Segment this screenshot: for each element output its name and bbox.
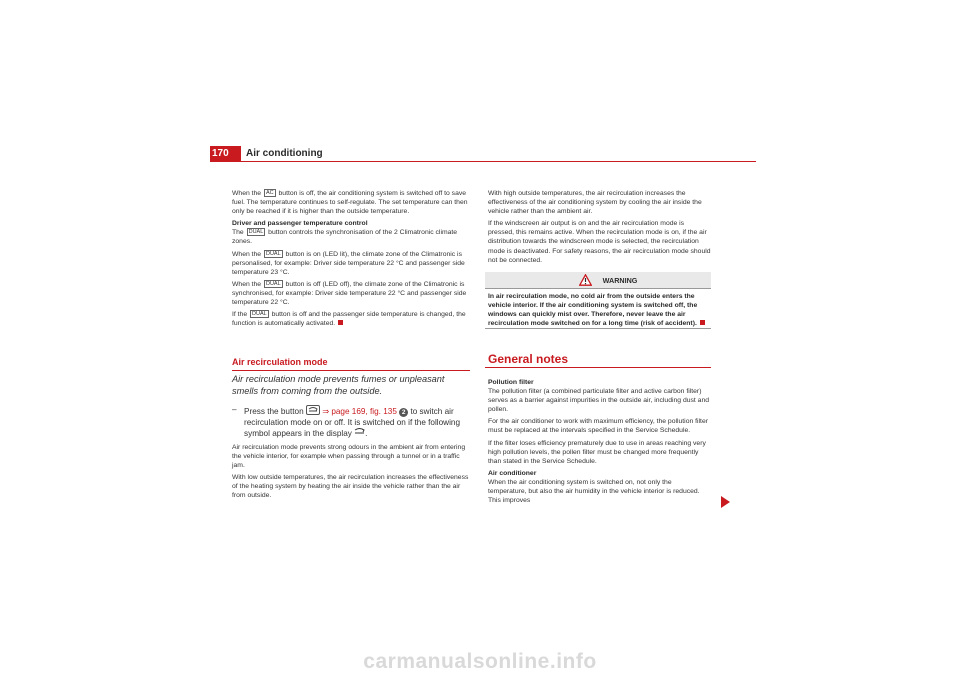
section-rule	[232, 370, 470, 371]
paragraph-air-conditioner: When the air conditioning system is switched on, not only the temperature, but also the air humidity in the vehicle interior is reduced. This improves	[488, 478, 700, 505]
left-column-top	[232, 189, 470, 331]
text: When the	[232, 190, 262, 197]
end-of-section-icon	[700, 320, 705, 325]
chapter-title: Air conditioning	[246, 148, 323, 159]
text: button controls the synchronisation of the 2 Climatronic climate zones.	[232, 229, 458, 246]
warning-bottom-rule	[485, 328, 711, 329]
paragraph-recirculation-2: With low outside temperatures, the air recirculation increases the effectiveness of the heating system by heating the air inside the vehicle rather than the air from outside.	[232, 474, 469, 500]
text: When the	[232, 280, 262, 288]
paragraph-windscreen: If the windscreen air output is on and the air recirculation mode is pressed, this remains active. When the recirculation mode is on, if the air distribution towards the windscreen mode is selected, the recirculation mode is deactivated. For safety reasons, the air recirculation mode should not be connected.	[488, 220, 711, 264]
text: The	[232, 229, 244, 237]
paragraph-pollution-1: The pollution filter (a combined particulate filter and active carbon filter) serves as a barrier against impurities in the outside air, including dust and pollen.	[488, 388, 710, 414]
warning-divider	[485, 288, 711, 289]
text: button is on (LED lit), the climate zone of the Climatronic is personalised, for example: Driver side temperature 22 °C and passenger side temperature 23 °C.	[232, 250, 465, 276]
text: button is off, the air conditioning system is switched off to save fuel. The temperature continues to self-regulate. The set temperature can then only be reached if it is higher than the outside temperature.	[232, 190, 468, 216]
instruction-step	[232, 405, 472, 440]
continue-arrow-icon[interactable]	[721, 496, 730, 508]
dual-key-symbol: DUAL	[252, 311, 267, 318]
warning-title: WARNING	[602, 276, 638, 285]
ac-key-symbol: AC	[265, 190, 274, 196]
footer-watermark: carmanualsonline.info	[363, 650, 597, 673]
section-title-recirculation: Air recirculation mode	[232, 357, 328, 367]
subheading-air-conditioner: Air conditioner	[488, 469, 537, 477]
dual-key-symbol: DUAL	[265, 250, 281, 257]
paragraph-dual-2	[232, 250, 470, 277]
header-rule	[210, 161, 756, 162]
callout-number: 2	[399, 408, 408, 417]
warning-box	[485, 272, 711, 329]
paragraph-pollution-2: For the air conditioner to work with maximum efficiency, the pollution filter must be replaced at the intervals specified in the Service Schedule.	[488, 418, 708, 435]
text: Press the button	[244, 407, 304, 416]
recirculation-symbol-icon	[354, 428, 365, 435]
paragraph-recirculation-1: Air recirculation mode prevents strong odours in the ambient air from entering the vehicle interior, for example when passing through a tunnel or in a traffic jam.	[232, 444, 466, 470]
paragraph-dual-3	[232, 280, 470, 307]
subheading-pollution-filter: Pollution filter	[488, 379, 534, 386]
right-column-bottom	[488, 378, 712, 508]
text: When the	[232, 250, 262, 258]
warning-text	[488, 292, 710, 328]
section-rule	[485, 367, 711, 368]
subheading-dual: Driver and passenger temperature control	[232, 220, 368, 228]
right-column-top	[488, 189, 712, 268]
left-column-bottom	[232, 443, 470, 504]
dual-key-symbol: DUAL	[265, 280, 281, 287]
text: button is off (LED off), the climate zone of the Climatronic is synchronised, for example: Driver side temperature 22 °C and passenger side temperature 22 °C.	[232, 280, 467, 307]
paragraph-dual-4	[232, 310, 470, 328]
page-reference-link[interactable]: ⇒ page 169, fig. 135	[322, 407, 397, 416]
paragraph-pollution-3: If the filter loses efficiency prematurely due to use in areas reaching very high pollution levels, the pollen filter must be changed more frequently than stated in the Service Schedule.	[488, 439, 706, 465]
dual-key-symbol: DUAL	[248, 229, 264, 236]
paragraph-dual-1	[232, 228, 470, 246]
step-dash: –	[232, 405, 237, 414]
paragraph-ac	[232, 189, 470, 216]
section-title-general-notes: General notes	[488, 352, 569, 366]
text: .	[365, 429, 368, 438]
recirculation-button-icon	[306, 405, 320, 415]
end-of-section-icon	[338, 320, 343, 325]
paragraph-high-temp: With high outside temperatures, the air recirculation increases the effectiveness of the air conditioning system by cooling the air inside the vehicle rather than the ambient air.	[488, 190, 702, 216]
section-intro: Air recirculation mode prevents fumes or unpleasant smells from coming from the outside.	[232, 374, 445, 396]
text: to switch air recirculation mode on or off. It is switched on if the following symbol appears in the display	[244, 407, 461, 438]
page-number: 170	[212, 148, 229, 159]
text: In air recirculation mode, no cold air from the outside enters the vehicle interior. If the air conditioning system is switched off, the windows can quickly mist over. Therefore, never leave the air recirculation mode switched on for a long time (risk of accident).	[488, 293, 698, 328]
text: button is off and the passenger side temperature is changed, the function is automatically activated.	[232, 311, 466, 328]
text: If the	[232, 311, 248, 319]
